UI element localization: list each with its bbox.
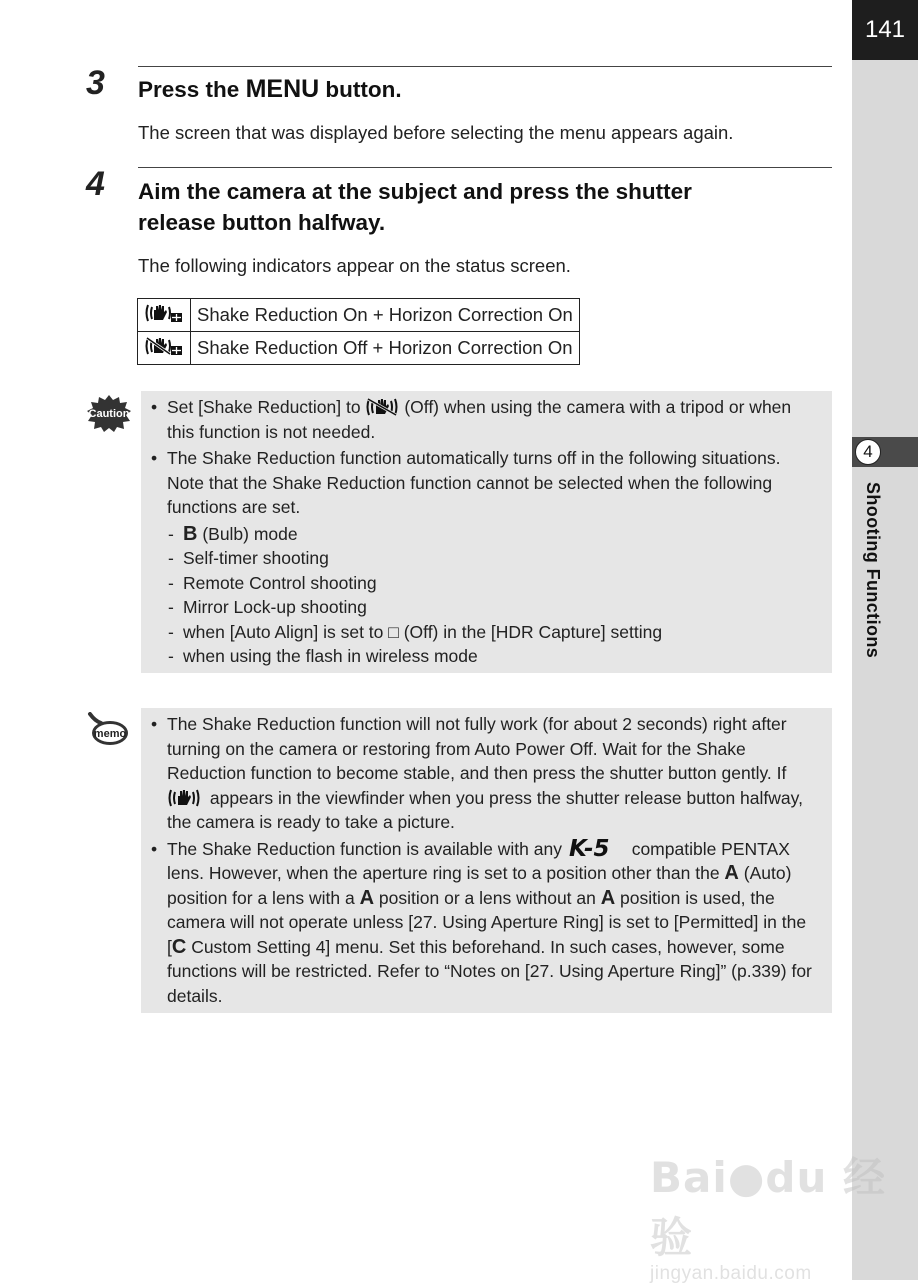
watermark-logo: Bai●du 经验 — [650, 1153, 886, 1262]
indicator-icon-cell — [138, 299, 191, 332]
hdr-text-end: (Off) in the [HDR Capture] setting — [398, 621, 663, 642]
shake-reduction-on-icon — [167, 788, 205, 808]
caution-icon — [86, 394, 132, 437]
baidu-watermark — [650, 1145, 918, 1285]
step3-title-suffix: button. — [319, 77, 402, 102]
memo-note — [141, 708, 832, 1013]
watermark-url: jingyan.baidu.com — [650, 1263, 812, 1284]
shake-reduction-off-icon — [365, 397, 399, 417]
step4-divider — [138, 167, 832, 168]
step3-divider — [138, 66, 832, 67]
memo-b2-text: The Shake Reduction function is available with any — [167, 838, 567, 859]
caution-note — [141, 391, 832, 673]
step3-number: 3 — [86, 64, 105, 102]
page-number: 141 — [852, 0, 918, 60]
memo-b1-text: The Shake Reduction function will not fully work (for about 2 seconds) right after turning on the camera or restoring from Auto Power Off. Wait for the Shake Reduction function to become stable, and then press the shutter button gently. If — [167, 714, 787, 783]
chapter-number: 4 — [855, 439, 881, 465]
step3-body: The screen that was displayed before selecting the menu appears again. — [138, 122, 734, 143]
memo-b1-text-end: appears in the viewfinder when you press the shutter release button halfway, the camera is ready to take a picture. — [167, 787, 803, 832]
memo-b2-text-end: Custom Setting 4] menu. Set this beforehand. In such cases, however, some functions will be restricted. Refer to “Notes on [27. Using Aperture Ring]” (p.339) for details. — [167, 936, 812, 1006]
list-item: - Mirror Lock-up shooting — [151, 595, 822, 620]
custom-setting-letter: C — [171, 935, 187, 958]
memo-bullet-1 — [151, 712, 822, 835]
step4-title-line1: Aim the camera at the subject and press the shutter — [138, 179, 692, 204]
step4-number: 4 — [86, 165, 105, 203]
svg-text:K-5: K-5 — [568, 836, 610, 859]
bulb-mode-text: (Bulb) mode — [197, 523, 298, 544]
caution-icon-label: Caution — [88, 408, 130, 420]
auto-position-letter: A — [600, 886, 616, 909]
list-item: - when using the flash in wireless mode — [151, 644, 822, 669]
shake-reduction-off-horizon-icon — [144, 335, 184, 357]
chapter-title: Shooting Functions — [863, 482, 883, 659]
list-item: - Self-timer shooting — [151, 546, 822, 571]
table-row — [138, 332, 580, 365]
caution-b1-text: Set [Shake Reduction] to — [167, 397, 366, 417]
indicator-icon-cell — [138, 332, 191, 365]
memo-b2-text: (Auto) position for a lens with a — [167, 863, 792, 908]
step4-title-line2: release button halfway. — [138, 210, 386, 235]
step4-title — [138, 176, 692, 238]
bulb-mode-letter: B — [183, 522, 198, 545]
caution-bullet-2: • The Shake Reduction function automatically turns off in the following situations. Note that the Shake Reduction function cannot be selected when the following functions are set. — [151, 446, 822, 520]
caution-bullet-1 — [151, 395, 822, 444]
menu-key-label: MENU — [245, 75, 320, 103]
list-item — [151, 620, 822, 645]
auto-position-letter: A — [359, 886, 375, 909]
auto-position-letter: A — [724, 862, 739, 884]
memo-icon — [86, 712, 130, 755]
indicator-label: Shake Reduction On + Horizon Correction On — [191, 299, 580, 332]
hdr-text: when [Auto Align] is set to — [183, 621, 389, 642]
shake-reduction-on-horizon-icon — [144, 302, 184, 324]
k5-logo — [567, 837, 627, 859]
caution-b1-text-end: (Off) when using the camera with a tripod or when this function is not needed. — [167, 397, 792, 442]
indicator-label: Shake Reduction Off + Horizon Correction On — [191, 332, 580, 365]
step3-title — [138, 74, 402, 105]
indicator-table — [137, 298, 580, 365]
list-item: - Remote Control shooting — [151, 571, 822, 596]
off-box-symbol: □ — [388, 621, 399, 642]
memo-icon-label: memo — [93, 728, 127, 740]
step4-body: The following indicators appear on the status screen. — [138, 255, 571, 276]
list-item — [151, 522, 822, 547]
step3-title-prefix: Press the — [138, 77, 246, 102]
memo-bullet-2 — [151, 837, 822, 1009]
memo-b2-text: position or a lens without an — [374, 887, 601, 908]
table-row — [138, 299, 580, 332]
memo-b2-text: position is used, the camera will not operate unless [27. Using Aperture Ring] is set to [Permitted] in the [ — [167, 887, 807, 957]
memo-b2-text: compatible PENTAX lens. However, when the aperture ring is set to a position other than the — [167, 838, 790, 883]
